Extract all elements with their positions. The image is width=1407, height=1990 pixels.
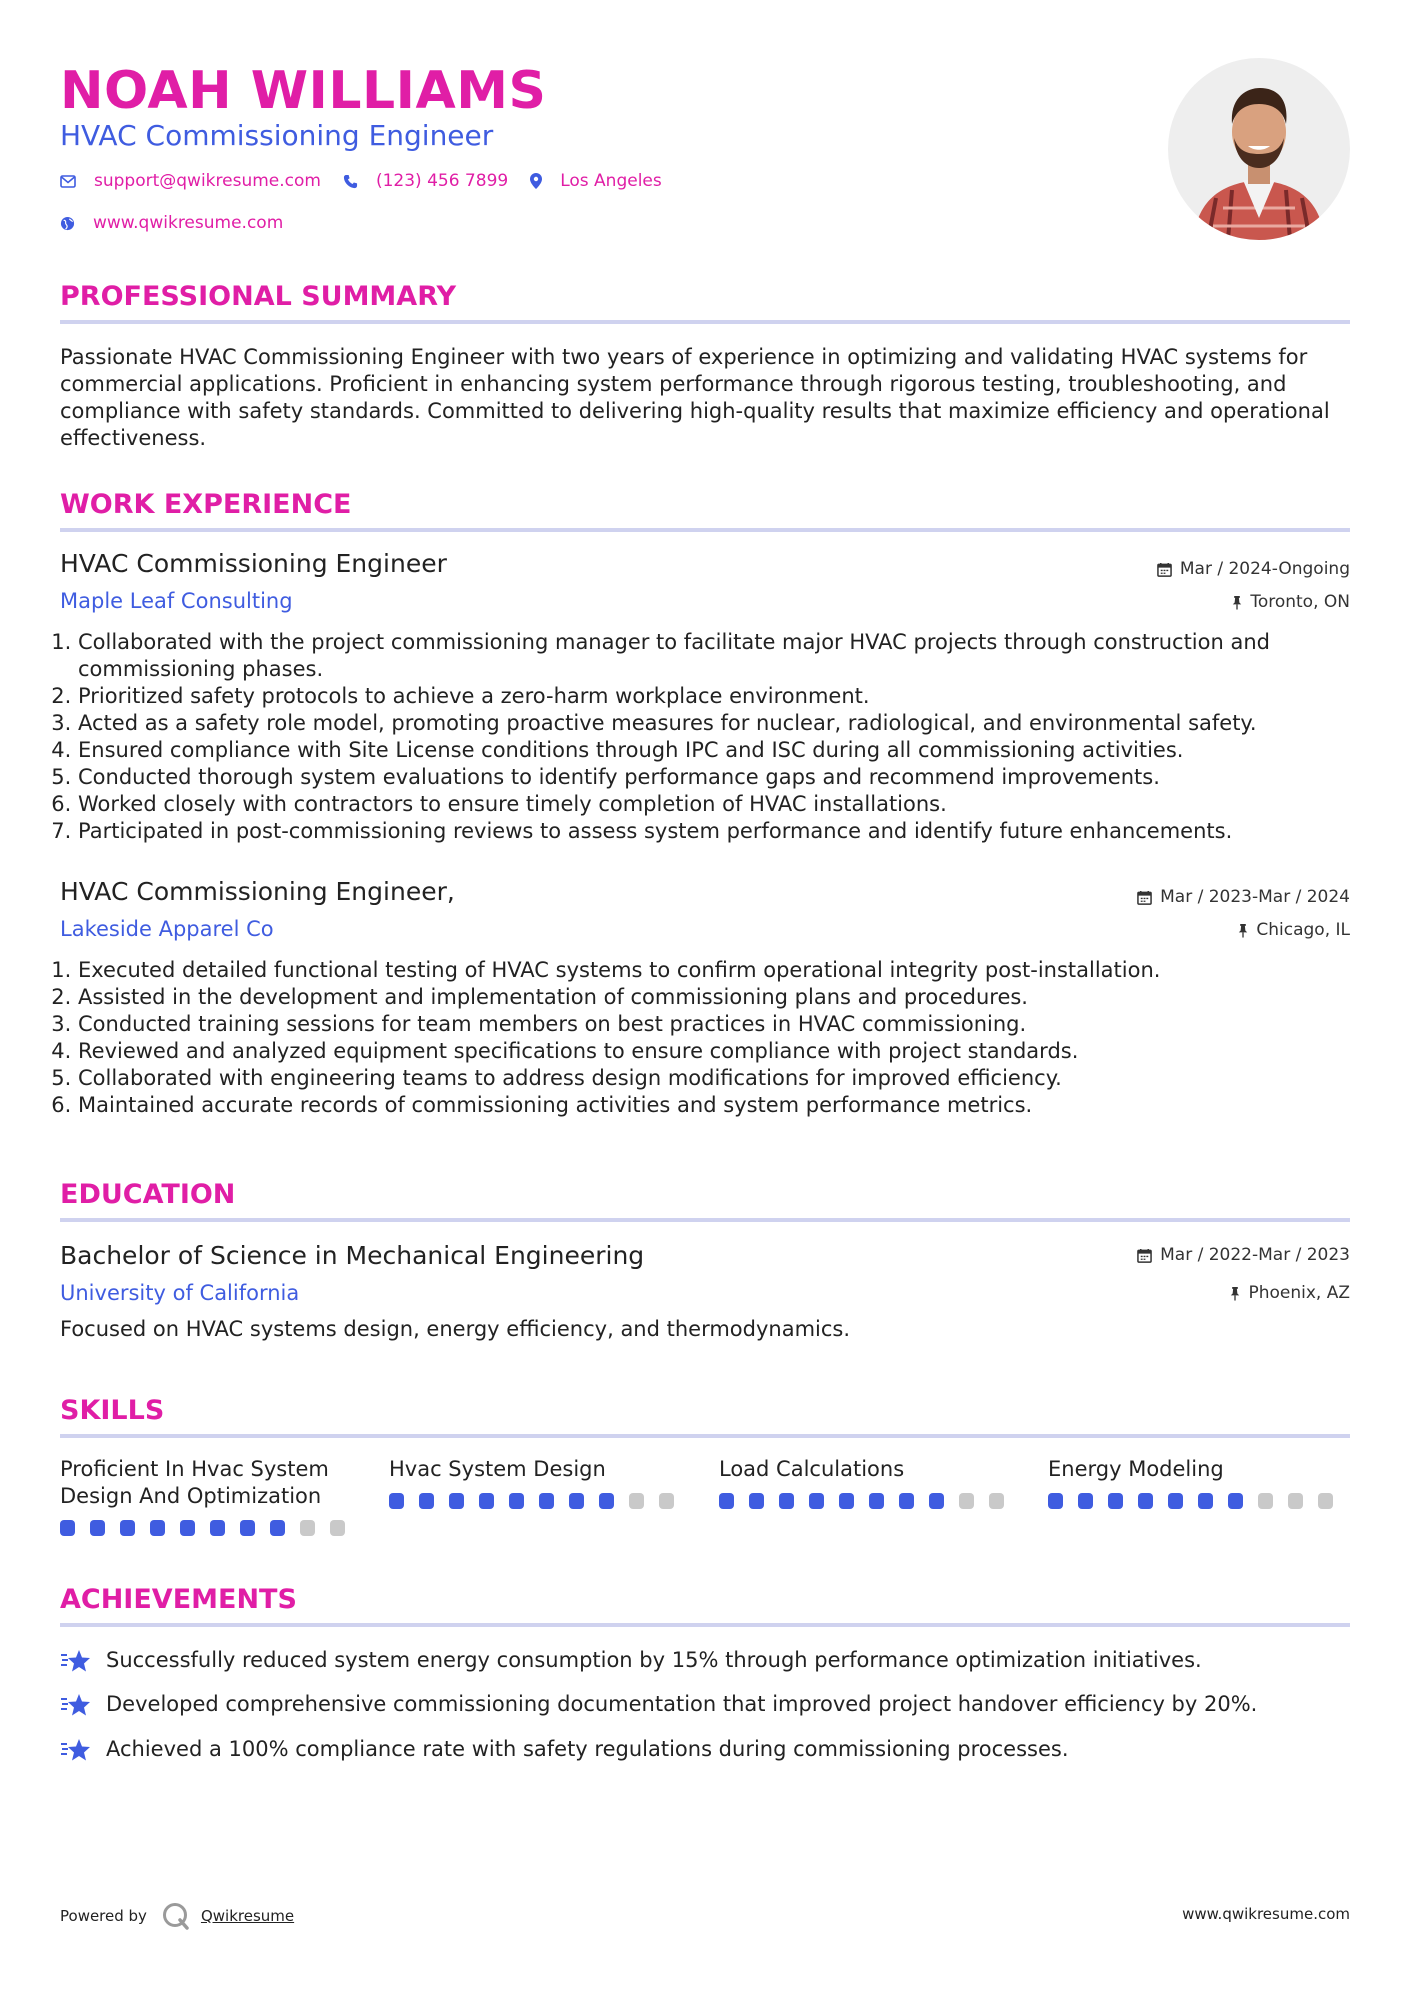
pushpin-icon [1232,595,1242,610]
star-icon [60,1648,92,1674]
list-item: 6. Worked closely with contractors to ensure timely completion of HVAC installations. [78,791,1368,818]
degree-title: Bachelor of Science in Mechanical Engineering [60,1241,645,1270]
skills-heading: SKILLS [60,1395,165,1426]
calendar-icon [1157,562,1172,577]
contact-location [530,170,662,192]
contact-phone[interactable] [343,170,508,192]
job-bullets [60,629,1368,845]
skill-dot-filled [839,1493,854,1509]
job-location [1238,919,1350,941]
skill-dot-filled [240,1520,255,1536]
skill-item [719,1456,1019,1509]
skill-rating [1048,1493,1348,1509]
list-item: 3. Conducted training sessions for team members on best practices in HVAC commissioning. [78,1011,1368,1038]
skill-item [389,1456,689,1509]
summary-divider [60,320,1350,324]
job-company: Maple Leaf Consulting [60,589,293,613]
skill-dot-filled [60,1520,75,1536]
job-location-text: Chicago, IL [1256,920,1350,940]
skill-dot-filled [150,1520,165,1536]
list-item: 4. Ensured compliance with Site License conditions through IPC and ISC during all commissioning activities. [78,737,1368,764]
skill-dot-filled [599,1493,614,1509]
skill-dot-filled [180,1520,195,1536]
skill-dot-empty [330,1520,345,1536]
skill-dot-filled [389,1493,404,1509]
calendar-icon [1137,890,1152,905]
location-text: Los Angeles [560,171,662,191]
list-item: 4. Reviewed and analyzed equipment specifications to ensure compliance with project standards. [78,1038,1368,1065]
job-title: HVAC Commissioning Engineer [60,549,447,578]
skill-dot-filled [1168,1493,1183,1509]
achievement-item [60,1691,1257,1718]
qwikresume-logo-icon [161,1901,191,1931]
education-dates-text: Mar / 2022-Mar / 2023 [1160,1245,1350,1265]
calendar-icon [1137,1248,1152,1263]
skill-dot-filled [479,1493,494,1509]
star-icon [60,1737,92,1763]
experience-divider [60,528,1350,532]
skill-name: Proficient In Hvac System Design And Optimization [60,1457,329,1508]
achievement-text: Successfully reduced system energy consumption by 15% through performance optimization initiatives. [106,1648,1202,1672]
skill-dot-filled [270,1520,285,1536]
job-dates-text: Mar / 2023-Mar / 2024 [1160,887,1350,907]
skill-dot-filled [1198,1493,1213,1509]
job-dates-text: Mar / 2024-Ongoing [1179,559,1350,579]
skill-item [60,1456,360,1536]
skill-dot-filled [1138,1493,1153,1509]
skill-dot-empty [959,1493,974,1509]
achievement-text: Achieved a 100% compliance rate with safety regulations during commissioning processes. [106,1737,1069,1761]
skill-dot-filled [539,1493,554,1509]
list-item: 3. Acted as a safety role model, promoting proactive measures for nuclear, radiological, and environmental safety. [78,710,1368,737]
list-item: 1. Executed detailed functional testing of HVAC systems to confirm operational integrity post-installation. [78,957,1368,984]
footer-powered-by [60,1901,294,1931]
achievement-item [60,1647,1202,1674]
job-dates [1137,886,1350,908]
skill-name: Energy Modeling [1048,1457,1224,1481]
skill-dot-empty [989,1493,1004,1509]
skill-dot-filled [449,1493,464,1509]
skill-dot-filled [1078,1493,1093,1509]
job-company: Lakeside Apparel Co [60,917,274,941]
skill-dot-filled [569,1493,584,1509]
skill-dot-filled [809,1493,824,1509]
email-text: support@qwikresume.com [94,171,321,191]
map-pin-icon [530,173,542,189]
phone-text: (123) 456 7899 [375,171,509,191]
education-divider [60,1218,1350,1222]
education-dates [1137,1244,1350,1266]
job-title: HVAC Commissioning Engineer, [60,877,455,906]
resume-page [60,0,1350,1990]
list-item: 6. Maintained accurate records of commissioning activities and system performance metrics. [78,1092,1368,1119]
experience-heading: WORK EXPERIENCE [60,489,352,520]
skill-dot-empty [300,1520,315,1536]
achievements-divider [60,1623,1350,1627]
skill-rating [719,1493,1019,1509]
skill-dot-filled [120,1520,135,1536]
list-item: 2. Assisted in the development and implementation of commissioning plans and procedures. [78,984,1368,1011]
skill-dot-filled [929,1493,944,1509]
list-item: 5. Collaborated with engineering teams to address design modifications for improved efficiency. [78,1065,1368,1092]
achievement-text: Developed comprehensive commissioning documentation that improved project handover efficiency by 20%. [106,1692,1258,1716]
skill-rating [389,1493,689,1509]
skill-name: Hvac System Design [389,1457,606,1481]
skill-dot-filled [719,1493,734,1509]
footer-brand-link[interactable]: Qwikresume [200,1907,295,1925]
skill-dot-filled [210,1520,225,1536]
skill-dot-filled [1228,1493,1243,1509]
contact-website[interactable] [60,212,283,234]
website-text: www.qwikresume.com [93,213,284,233]
education-description: Focused on HVAC systems design, energy efficiency, and thermodynamics. [60,1317,851,1341]
skill-dot-filled [509,1493,524,1509]
phone-icon [343,174,358,189]
candidate-title: HVAC Commissioning Engineer [60,119,494,152]
globe-icon [60,216,75,231]
job-bullets [60,957,1368,1119]
pushpin-icon [1230,1286,1240,1301]
skill-dot-filled [779,1493,794,1509]
skill-dot-empty [659,1493,674,1509]
skills-divider [60,1434,1350,1438]
skill-dot-empty [1288,1493,1303,1509]
skill-dot-filled [1108,1493,1123,1509]
job-dates [1157,558,1350,580]
footer-website[interactable]: www.qwikresume.com [1182,1905,1350,1923]
school-name: University of California [60,1281,300,1305]
education-location-text: Phoenix, AZ [1248,1283,1350,1303]
contact-info [60,170,760,234]
email-icon [60,175,76,188]
skill-name: Load Calculations [719,1457,905,1481]
job-location [1232,591,1350,613]
education-location [1230,1282,1350,1304]
contact-email[interactable] [60,170,321,192]
summary-text: Passionate HVAC Commissioning Engineer with two years of experience in optimizing and validating HVAC systems for commercial applications. Proficient in enhancing system performance through rigorous testing, troubleshooting, and compliance with safety standards. Committed to delivering high-quality results that maximize efficiency and operational effectiveness. [60,345,1330,450]
candidate-name: NOAH WILLIAMS [60,61,547,121]
skill-dot-filled [899,1493,914,1509]
list-item: 5. Conducted thorough system evaluations to identify performance gaps and recommend improvements. [78,764,1368,791]
profile-photo [1168,58,1350,240]
achievement-item [60,1736,1069,1763]
powered-by-label: Powered by [60,1907,147,1925]
list-item: 1. Collaborated with the project commissioning manager to facilitate major HVAC projects through construction and commissioning phases. [78,629,1368,683]
skill-dot-filled [749,1493,764,1509]
summary-heading: PROFESSIONAL SUMMARY [60,281,457,312]
job-location-text: Toronto, ON [1250,592,1350,612]
list-item: 2. Prioritized safety protocols to achieve a zero-harm workplace environment. [78,683,1368,710]
list-item: 7. Participated in post-commissioning reviews to assess system performance and identify future enhancements. [78,818,1368,845]
skill-dot-filled [90,1520,105,1536]
star-icon [60,1692,92,1718]
skill-dot-filled [1048,1493,1063,1509]
skill-dot-empty [629,1493,644,1509]
skill-dot-empty [1258,1493,1273,1509]
skill-dot-filled [419,1493,434,1509]
skill-dot-filled [869,1493,884,1509]
education-heading: EDUCATION [60,1179,236,1210]
pushpin-icon [1238,923,1248,938]
skill-rating [60,1520,360,1536]
achievements-heading: ACHIEVEMENTS [60,1584,297,1615]
skill-dot-empty [1318,1493,1333,1509]
skill-item [1048,1456,1348,1509]
